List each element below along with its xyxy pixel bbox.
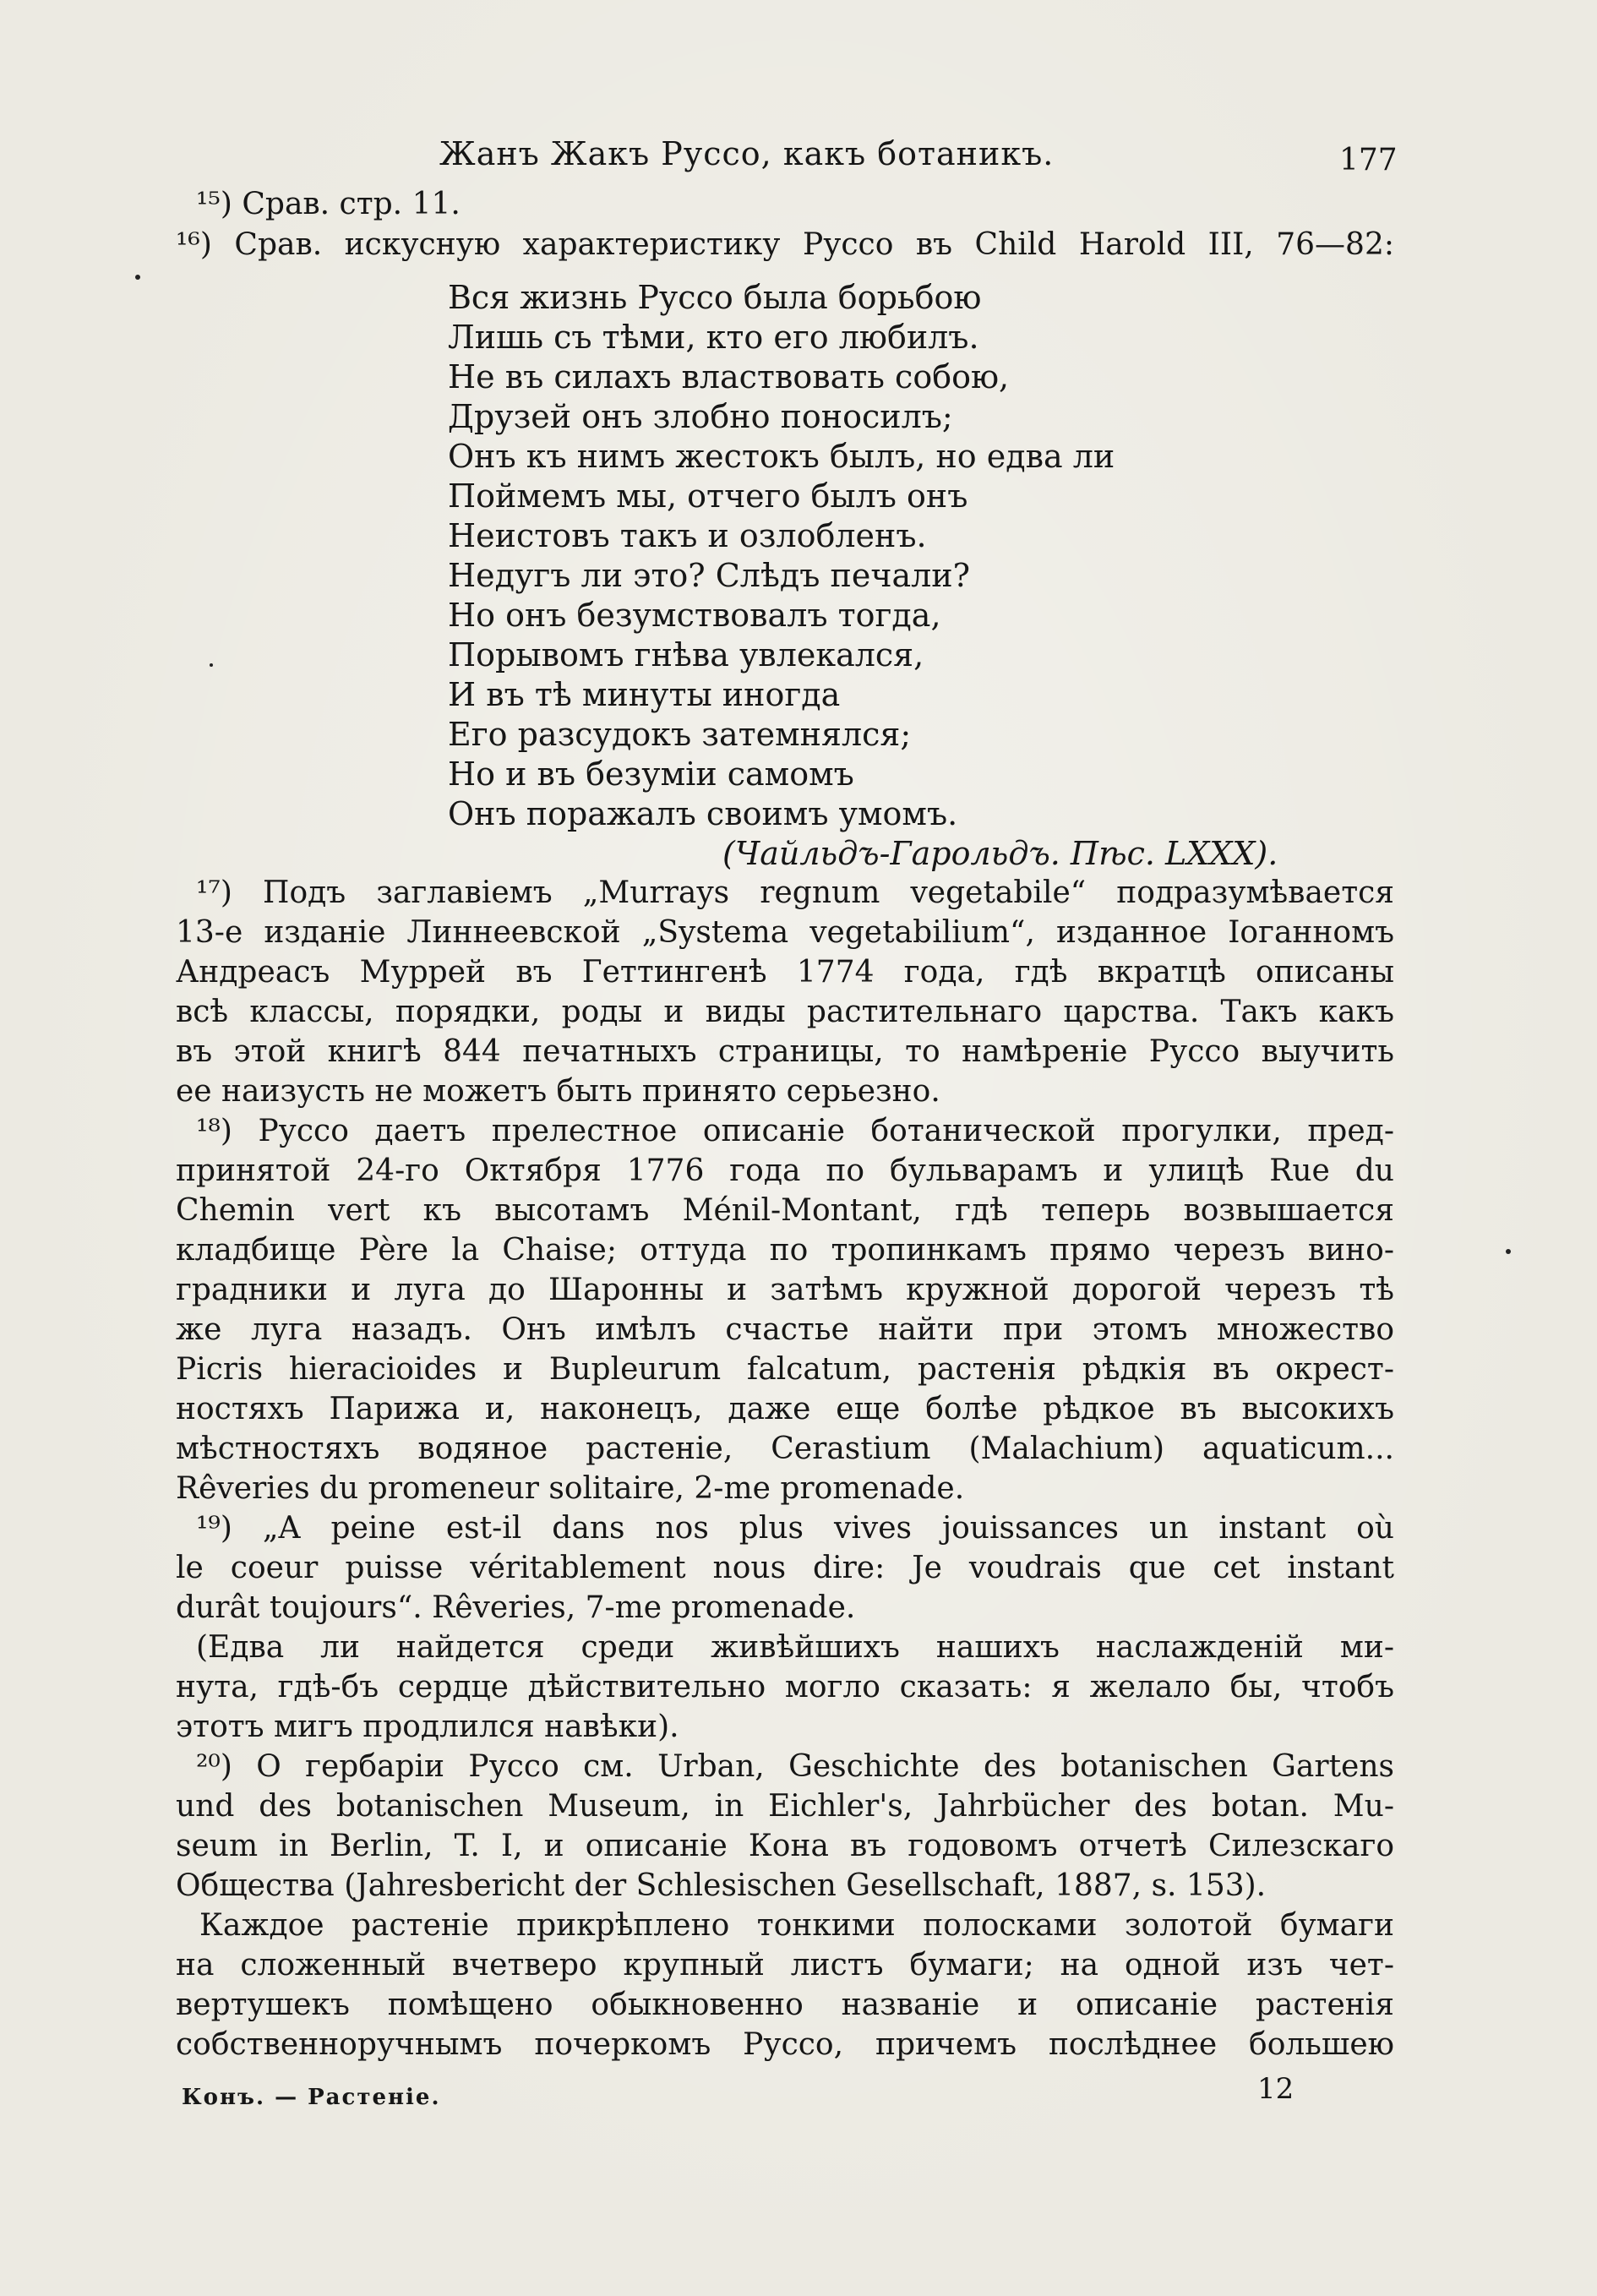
verse-line: Порывомъ гнѣва увлекался, [448,636,924,674]
page-number: 177 [1339,143,1398,177]
running-header-title: Жанъ Жакъ Руссо, какъ ботаникъ. [439,135,1055,172]
footnote-20-line: seum in Berlin, T. I, и описаніе Кона въ годовомъ отчетѣ Силезскаго [176,1829,1394,1863]
paragraph-line: вертушекъ помѣщено обыкновенно названіе и описаніе растенія [176,1988,1394,2022]
footnote-20-line: und des botanischen Museum, in Eichler's, Jahrbücher des botan. Mu- [176,1789,1394,1824]
paragraph-line: на сложенный вчетверо крупный листъ бумаги; на одной изъ чет- [176,1948,1394,1982]
verse-line: Онъ поражалъ своимъ умомъ. [448,795,958,832]
verse-attribution: (Чайльдъ-Гарольдъ. Пѣс. LXXX). [722,835,1278,872]
verse-line: Но и въ безуміи самомъ [448,755,854,793]
footnote-17-line: въ этой книгѣ 844 печатныхъ страницы, то намѣреніе Руссо выучить [176,1034,1394,1069]
footnote-19-translation-line: этотъ мигъ продлился навѣки). [176,1710,679,1744]
footnote-19-translation-line: нута, гдѣ-бъ сердце дѣйствительно могло сказать: я желало бы, чтобъ [176,1670,1394,1704]
print-speck [135,275,140,280]
footnote-20-line: ²⁰) О гербаріи Руссо см. Urban, Geschichte des botanischen Gartens [196,1749,1394,1784]
verse-line: Но онъ безумствовалъ тогда, [448,597,941,634]
footnote-18-line: принятой 24-го Октября 1776 года по бульварамъ и улицѣ Rue du [176,1153,1394,1188]
verse-line: Его разсудокъ затемнялся; [448,716,912,753]
verse-line: Неистовъ такъ и озлобленъ. [448,517,927,554]
sheet-number: 12 [1257,2072,1294,2106]
verse-line: Недугъ ли это? Слѣдъ печали? [448,557,970,594]
footnote-18-line: Chemin vert къ высотамъ Ménil-Montant, гдѣ теперь возвышается [176,1193,1394,1228]
footnote-17-line: ее наизусть не можетъ быть принято серьезно. [176,1074,940,1109]
footnote-17-line: всѣ классы, порядки, роды и виды растительнаго царства. Такъ какъ [176,995,1394,1029]
print-speck [1506,1249,1511,1254]
print-speck [210,663,213,667]
footnote-19-translation-line: (Едва ли найдется среди живѣйшихъ нашихъ наслажденій ми- [196,1630,1394,1665]
footnote-17-line: Андреасъ Муррей въ Геттингенѣ 1774 года, гдѣ вкратцѣ описаны [176,955,1394,990]
verse-line: Друзей онъ злобно поносилъ; [448,398,953,435]
verse-line: Поймемъ мы, отчего былъ онъ [448,477,968,515]
footnote-15: ¹⁵) Срав. стр. 11. [196,187,461,221]
footnote-20-line: Общества (Jahresbericht der Schlesischen Gesellschaft, 1887, s. 153). [176,1868,1267,1903]
footnote-16-line: ¹⁶) Срав. искусную характеристику Руссо въ Child Harold III, 76—82: [176,227,1394,262]
verse-line: Лишь съ тѣми, кто его любилъ. [448,319,979,356]
footnote-18-line: мѣстностяхъ водяное растеніе, Cerastium (Malachium) aquaticum... [176,1432,1394,1466]
verse-line: Онъ къ нимъ жестокъ былъ, но едва ли [448,438,1115,475]
verse-line: Вся жизнь Руссо была борьбою [448,279,982,316]
footnote-18-line: Picris hieracioides и Bupleurum falcatum, растенія рѣдкія въ окрест- [176,1352,1394,1387]
footnote-19-line: ¹⁹) „A peine est-il dans nos plus vives jouissances un instant où [196,1511,1394,1546]
footnote-17-line: ¹⁷) Подъ заглавіемъ „Murrays regnum vegetabile“ подразумѣвается [196,875,1394,910]
footnote-18-line: кладбище Père la Chaise; оттуда по тропинкамъ прямо черезъ вино- [176,1233,1394,1268]
footnote-19-line: durât toujours“. Rêveries, 7-me promenade. [176,1590,856,1625]
verse-line: И въ тѣ минуты иногда [448,676,841,713]
printer-signature: Конъ. — Растеніе. [182,2085,441,2110]
footnote-18-line: же луга назадъ. Онъ имѣлъ счастье найти при этомъ множество [176,1312,1394,1347]
footnote-18-line: градники и луга до Шаронны и затѣмъ кружной дорогой черезъ тѣ [176,1273,1394,1307]
verse-line: Не въ силахъ властвовать собою, [448,358,1010,395]
paragraph-line: Каждое растеніе прикрѣплено тонкими полосками золотой бумаги [199,1908,1394,1943]
footnote-19-line: le coeur puisse véritablement nous dire: Je voudrais que cet instant [176,1551,1394,1585]
footnote-18-line: Rêveries du promeneur solitaire, 2-me promenade. [176,1471,965,1506]
footnote-18-line: ¹⁸) Руссо даетъ прелестное описаніе ботанической прогулки, пред- [196,1114,1394,1148]
footnote-17-line: 13-е изданіе Линнеевской „Systema vegetabilium“, изданное Іоганномъ [176,915,1394,950]
footnote-18-line: ностяхъ Парижа и, наконецъ, даже еще болѣе рѣдкое въ высокихъ [176,1392,1394,1426]
paragraph-line: собственноручнымъ почеркомъ Руссо, причемъ послѣднее большею [176,2027,1394,2062]
